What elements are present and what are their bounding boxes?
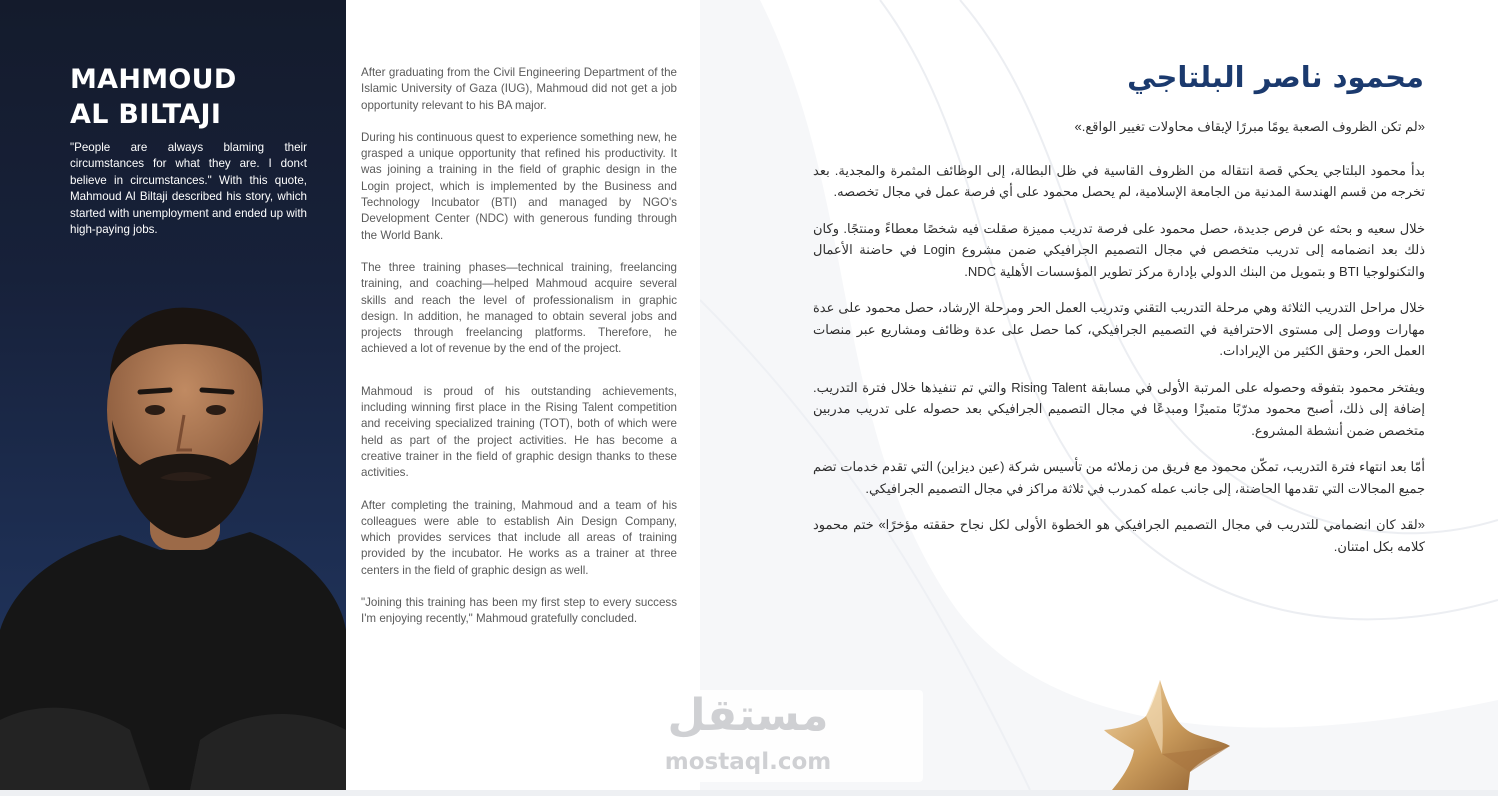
english-paragraph: After completing the training, Mahmoud and a team of his colleagues were able to establish Ain Design Company, which provides services that include all areas of training provided by the incubator. He works as a trainer at three centers in the field of graphic design as well. [361,498,677,577]
watermark-logo-latin: mostaql.com [664,749,832,775]
arabic-paragraph: أمّا بعد انتهاء فترة التدريب، تمكّن محمود مع فريق من زملائه من تأسيس شركة (عين ديزاين) التي تقدم خدمات تضم جميع المجالات التي تقدمها الحاضنة، إلى جانب عمله كمدرب في ثلاثة مراكز في مجال التصميم الجرافيكي. [813,459,1425,496]
name-line-2: AL BILTAJI [70,99,222,130]
english-paragraph: The three training phases—technical training, freelancing training, and coaching—helped Mahmoud acquire several skills and reach the level of professionalism in graphic design. In addition, he managed to obtain several jobs and projects through freelancing platforms. Therefore, he achieved a lot of revenue by the end of the project. [361,260,677,356]
watermark-logo-arabic: مستقل [667,690,829,741]
gold-star-icon [1102,676,1232,790]
arabic-body [813,116,1425,572]
arabic-paragraph: بدأ محمود البلتاجي يحكي قصة انتقاله من الظروف القاسية في ظل البطالة، إلى الوظائف المثمرة والمجدية. بعد تخرجه من قسم الهندسة المدنية من الجامعة الإسلامية، لم يحصل محمود على أي فرصة عمل في مجال تخصصه. [813,162,1425,199]
arabic-closing-quote: «لقد كان انضمامي للتدريب في مجال التصميم الجرافيكي هو الخطوة الأولى لكل نجاح حققته مؤخرًا» ختم محمود كلامه بكل امتنان. [813,517,1425,554]
portrait-photo [0,300,346,790]
english-story-column [361,65,677,644]
arabic-story-column [700,0,1498,790]
english-closing-quote: "Joining this training has been my first step to every success I'm enjoying recently," Mahmoud gratefully concluded. [361,596,677,626]
arabic-paragraph: خلال مراحل التدريب الثلاثة وهي مرحلة التدريب التقني وتدريب العمل الحر ومرحلة الإرشاد، حصل محمود على عدة مهارات ووصل إلى مستوى الاحترافية في التصميم الجرافيكي، كما حصل على عدة وظائف ومشاريع عبر منصات العمل الحر، وحقق الكثير من الإيرادات. [813,300,1425,358]
profile-panel [0,0,346,790]
arabic-paragraph: خلال سعيه و بحثه عن فرص جديدة، حصل محمود على فرصة تدريب مميزة صقلت فيه شخصًا معطاءً ومنتجًا. وكان ذلك بعد انضمامه إلى تدريب متخصص في مجال التصميم الجرافيكي ضمن مشروع Login في حاضنة الأعمال والتكنولوجيا BTI و بتمويل من البنك الدولي بإدارة مركز تطوير المؤسسات الأهلية NDC. [813,220,1425,279]
english-paragraph: Mahmoud is proud of his outstanding achievements, including winning first place in the Rising Talent competition and receiving specialized training (TOT), both of which were held as part of the project activities. He has become a creative trainer in the field of graphic design thanks to these activities. [361,384,677,480]
arabic-name-heading: محمود ناصر البلتاجي [1127,60,1424,94]
english-paragraph: During his continuous quest to experience something new, he grasped a unique opportunity that refined his productivity. It was joining a training in the field of graphic design in the Login project, which is implemented by the Business and Technology Incubator (BTI) and managed by NGO's Development Center (NDC) with generous funding through the World Bank. [361,130,677,242]
english-name-heading [70,62,330,132]
page-bottom-border [0,790,1498,796]
opening-quote: "People are always blaming their circumstances for what they are. I don‹t believe in circumstances." With this quote, Mahmoud Al Biltaji described his story, which started with unemployment and ended up with high-paying jobs. [70,141,307,237]
arabic-paragraph: ويفتخر محمود بتفوقه وحصوله على المرتبة الأولى في مسابقة Rising Talent والتي تم تنفيذها خلال فترة التدريب. إضافة إلى ذلك، أصبح محمود مدرّبًا متميزًا ومبدعًا في مجال التصميم الجرافيكي بعد حصوله على تدريب مدربين متخصص ضمن أنشطة المشروع. [813,379,1425,438]
english-paragraph: After graduating from the Civil Engineering Department of the Islamic University of Gaza (IUG), Mahmoud did not get a job opportunity relevant to his BA major. [361,66,677,112]
name-line-1: MAHMOUD [70,64,237,95]
arabic-lead-quote: «لم تكن الظروف الصعبة يومًا مبررًا لإيقاف محاولات تغيير الواقع.» [1074,119,1425,134]
